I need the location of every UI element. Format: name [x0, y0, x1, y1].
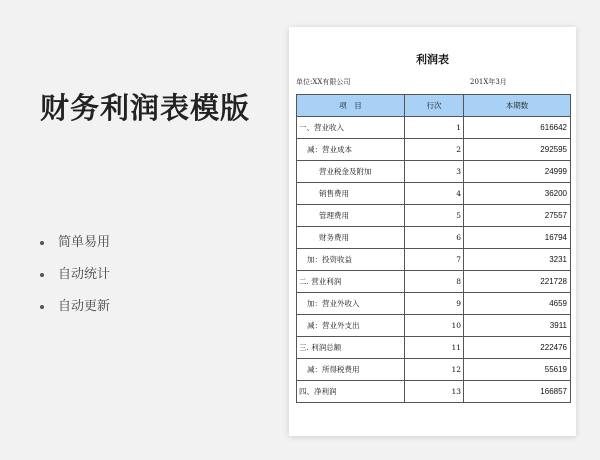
table-row — [297, 161, 571, 183]
row-item-label[interactable]: 一、营业收入 — [297, 117, 405, 139]
bullet-dot-icon — [40, 305, 44, 309]
row-line-number[interactable]: 3 — [405, 161, 464, 183]
row-item-label[interactable]: 加：投资收益 — [297, 249, 405, 271]
feature-label: 自动更新 — [58, 299, 111, 314]
row-item-label[interactable]: 销售费用 — [297, 183, 405, 205]
company-unit: 单位:XX有限公司 — [296, 78, 351, 86]
row-item-label[interactable]: 减：所得税费用 — [297, 359, 405, 381]
table-row — [297, 359, 571, 381]
row-amount[interactable]: 55619 — [464, 359, 571, 381]
feature-label: 简单易用 — [58, 235, 111, 250]
table-row — [297, 117, 571, 139]
sheet-title: 利润表 — [416, 53, 449, 66]
feature-label: 自动统计 — [58, 267, 111, 282]
table-row — [297, 293, 571, 315]
row-amount[interactable]: 4659 — [464, 293, 571, 315]
row-amount[interactable]: 3911 — [464, 315, 571, 337]
table-row — [297, 315, 571, 337]
income-statement-sheet — [289, 27, 576, 436]
slide-title: 财务利润表模版 — [40, 91, 251, 125]
row-line-number[interactable]: 5 — [405, 205, 464, 227]
table-body — [297, 117, 571, 403]
table-header-row — [297, 95, 571, 117]
row-line-number[interactable]: 1 — [405, 117, 464, 139]
row-item-label[interactable]: 财务费用 — [297, 227, 405, 249]
row-line-number[interactable]: 4 — [405, 183, 464, 205]
row-amount[interactable]: 221728 — [464, 271, 571, 293]
bullet-dot-icon — [40, 273, 44, 277]
feature-list — [40, 232, 110, 328]
row-item-label[interactable]: 二. 营业利润 — [297, 271, 405, 293]
row-line-number[interactable]: 7 — [405, 249, 464, 271]
feature-item — [40, 264, 110, 296]
row-item-label[interactable]: 减：营业成本 — [297, 139, 405, 161]
row-line-number[interactable]: 10 — [405, 315, 464, 337]
row-amount[interactable]: 166857 — [464, 381, 571, 403]
row-amount[interactable]: 24999 — [464, 161, 571, 183]
table-row — [297, 271, 571, 293]
table-row — [297, 381, 571, 403]
bullet-dot-icon — [40, 241, 44, 245]
row-line-number[interactable]: 6 — [405, 227, 464, 249]
table-row — [297, 205, 571, 227]
row-line-number[interactable]: 13 — [405, 381, 464, 403]
table-row — [297, 227, 571, 249]
header-amount: 本期数 — [464, 95, 571, 117]
row-item-label[interactable]: 管理费用 — [297, 205, 405, 227]
row-line-number[interactable]: 2 — [405, 139, 464, 161]
row-amount[interactable]: 292595 — [464, 139, 571, 161]
feature-item — [40, 232, 110, 264]
feature-item — [40, 296, 110, 328]
table-row — [297, 183, 571, 205]
header-line: 行次 — [405, 95, 464, 117]
income-statement-table — [296, 94, 571, 403]
report-period: 201X年3月 — [470, 78, 507, 86]
row-amount[interactable]: 3231 — [464, 249, 571, 271]
table-row — [297, 249, 571, 271]
row-amount[interactable]: 222476 — [464, 337, 571, 359]
row-item-label[interactable]: 营业税金及附加 — [297, 161, 405, 183]
row-item-label[interactable]: 减：营业外支出 — [297, 315, 405, 337]
row-line-number[interactable]: 8 — [405, 271, 464, 293]
row-line-number[interactable]: 12 — [405, 359, 464, 381]
row-item-label[interactable]: 四、净利润 — [297, 381, 405, 403]
row-amount[interactable]: 36200 — [464, 183, 571, 205]
table-row — [297, 139, 571, 161]
row-line-number[interactable]: 9 — [405, 293, 464, 315]
table-row — [297, 337, 571, 359]
row-amount[interactable]: 16794 — [464, 227, 571, 249]
row-amount[interactable]: 27557 — [464, 205, 571, 227]
row-amount[interactable]: 616642 — [464, 117, 571, 139]
row-item-label[interactable]: 加：营业外收入 — [297, 293, 405, 315]
row-line-number[interactable]: 11 — [405, 337, 464, 359]
row-item-label[interactable]: 三. 利润总额 — [297, 337, 405, 359]
header-item: 项 目 — [297, 95, 405, 117]
